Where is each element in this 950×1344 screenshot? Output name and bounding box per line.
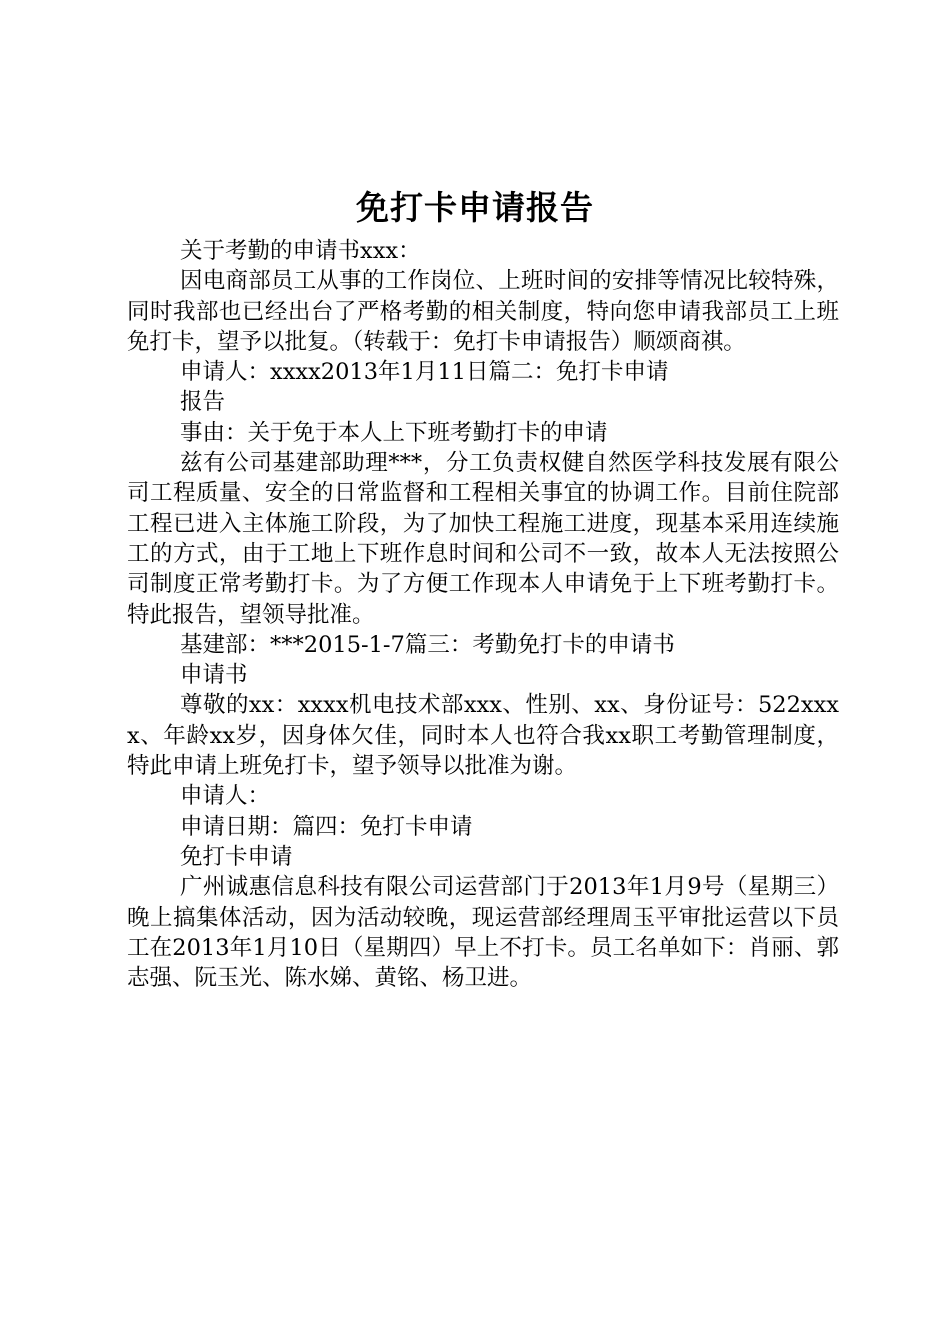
paragraph-12: 免打卡申请 (180, 843, 293, 870)
paragraph-2: 因电商部员工从事的工作岗位、上班时间的安排等情况比较特殊，同时我部也已经出台了严格考勤的相关制度，特向您申请我部员工上班免打卡，望予以批复。（转载于：免打卡申请报告）顺颂商祺。 (127, 268, 839, 355)
paragraph-9: 尊敬的xx：xxxx机电技术部xxx、性别、xx、身份证号：522xxxx、年龄xx岁，因身体欠佳，同时本人也符合我xx职工考勤管理制度，特此申请上班免打卡，望予领导以批准为谢。 (127, 692, 839, 780)
paragraph-10: 申请人： (180, 783, 271, 810)
paragraph-13: 广州诚惠信息科技有限公司运营部门于2013年1月9号（星期三）晚上搞集体活动，因为活动较晚，现运营部经理周玉平审批运营以下员工在2013年1月10日（星期四）早上不打卡。员工名单如下：肖丽、郭志强、阮玉光、陈水娣、黄铭、杨卫进。 (127, 874, 839, 992)
document-body (127, 236, 839, 993)
paragraph-3: 申请人：xxxx2013年1月11日篇二：免打卡申请 (180, 359, 669, 386)
paragraph-6: 兹有公司基建部助理***，分工负责权健自然医学科技发展有限公司工程质量、安全的日常监督和工程相关事宜的协调工作。目前住院部工程已进入主体施工阶段，为了加快工程施工进度，现基本采用连续施工的方式，由于工地上下班作息时间和公司不一致，故本人无法按照公司制度正常考勤打卡。为了方便工作现本人申请免于上下班考勤打卡。特此报告，望领导批准。 (127, 450, 839, 628)
paragraph-11: 申请日期：篇四：免打卡申请 (180, 813, 473, 840)
paragraph-8: 申请书 (180, 662, 248, 689)
paragraph-7: 基建部：***2015-1-7篇三：考勤免打卡的申请书 (180, 631, 675, 658)
paragraph-5: 事由：关于免于本人上下班考勤打卡的申请 (180, 419, 608, 446)
paragraph-1: 关于考勤的申请书xxx： (180, 238, 421, 264)
paragraph-4: 报告 (180, 389, 226, 416)
document-title: 免打卡申请报告 (356, 188, 594, 227)
